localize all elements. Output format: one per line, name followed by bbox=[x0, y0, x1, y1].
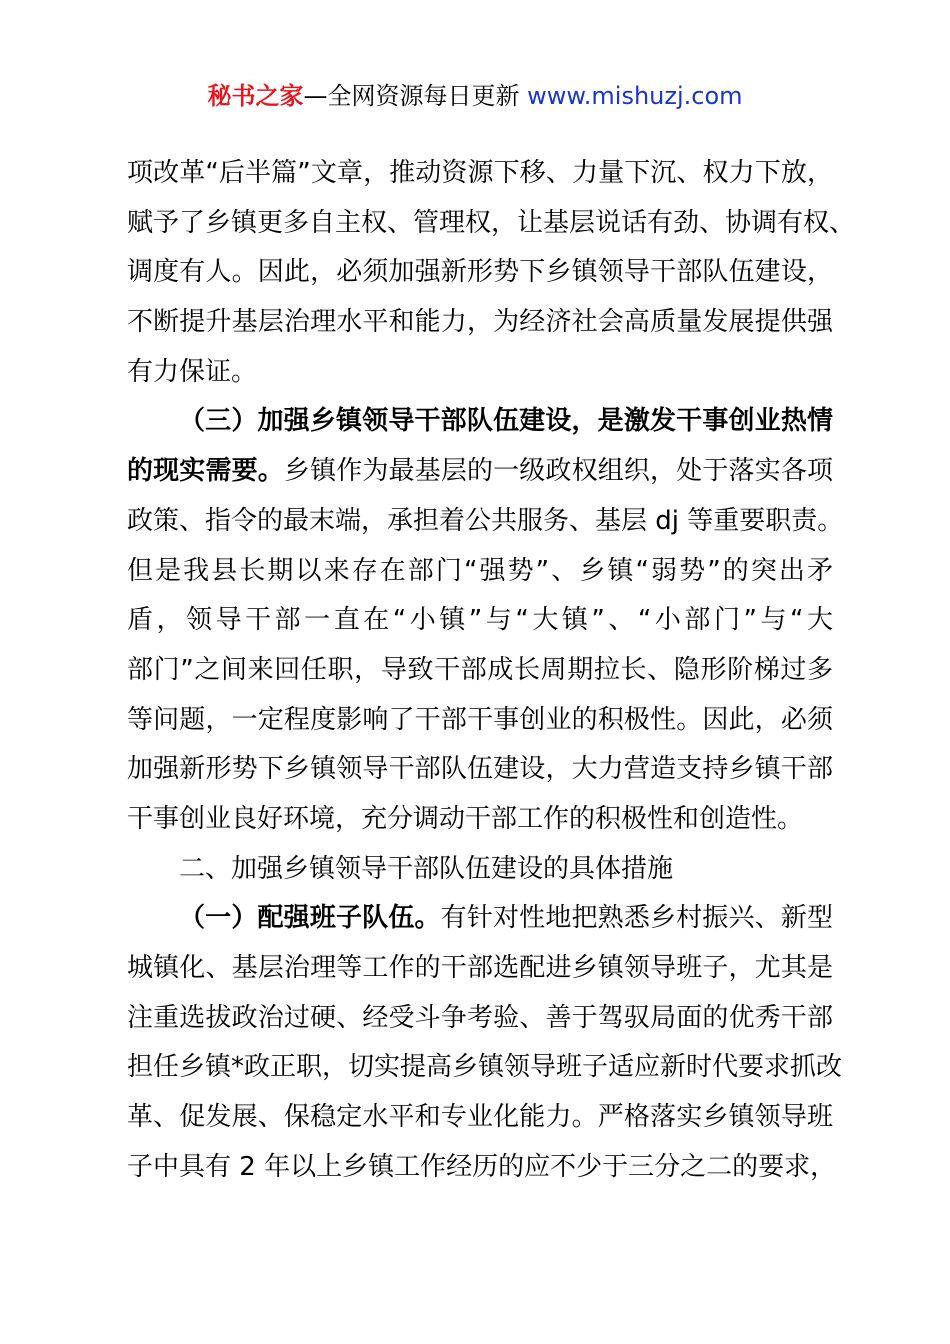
text-line: 等问题，一定程度影响了干部干事创业的积极性。因此，必须 bbox=[127, 704, 833, 735]
text-line: 加强新形势下乡镇领导干部队伍建设，大力营造支持乡镇干部 bbox=[127, 754, 833, 785]
section-title: 二、加强乡镇领导干部队伍建设的具体措施 bbox=[179, 853, 674, 884]
document-body bbox=[127, 149, 856, 1192]
text-line: 干事创业良好环境，充分调动干部工作的积极性和创造性。 bbox=[127, 803, 804, 834]
header-brand: 秘书之家 bbox=[207, 82, 304, 110]
bold-heading-text: 的现实需要。 bbox=[127, 456, 284, 487]
page-header bbox=[0, 80, 950, 112]
paragraph-text: 有针对性地把熟悉乡村振兴、新型 bbox=[440, 903, 833, 934]
text-line: 部门”之间来回任职，导致干部成长周期拉长、隐形阶梯过多 bbox=[127, 654, 833, 685]
text-line: 政策、指令的最末端，承担着公共服务、基层 dj 等重要职责。 bbox=[127, 505, 844, 536]
section-heading-3 bbox=[127, 397, 833, 447]
text-line: 子中具有 2 年以上乡镇工作经历的应不少于三分之二的要求， bbox=[127, 1151, 837, 1182]
text-line: 赋予了乡镇更多自主权、管理权，让基层说话有劲、协调有权、 bbox=[127, 207, 856, 238]
text-line: 项改革“后半篇”文章，推动资源下移、力量下沉、权力下放， bbox=[127, 158, 833, 188]
header-slogan: —全网资源每日更新 bbox=[303, 82, 520, 110]
text-line: 城镇化、基层治理等工作的干部选配进乡镇领导班子，尤其是 bbox=[127, 953, 833, 983]
text-line: 盾，领导干部一直在“小镇”与“大镇”、“小部门”与“大 bbox=[127, 605, 833, 636]
text-line: 担任乡镇*政正职，切实提高乡镇领导班子适应新时代要求抓改 bbox=[127, 1052, 843, 1083]
paragraph-text: 乡镇作为最基层的一级政权组织，处于落实各项 bbox=[283, 456, 833, 487]
text-line: 调度有人。因此，必须加强新形势下乡镇领导干部队伍建设， bbox=[127, 257, 833, 288]
text-line bbox=[127, 447, 833, 497]
text-line: 但是我县长期以来存在部门“强势”、乡镇“弱势”的突出矛 bbox=[127, 555, 833, 586]
bold-heading-text: （一）配强班子队伍。 bbox=[179, 903, 441, 934]
text-line: 革、促发展、保稳定水平和专业化能力。严格落实乡镇领导班 bbox=[127, 1102, 833, 1133]
text-line: 注重选拔政治过硬、经受斗争考验、善于驾驭局面的优秀干部 bbox=[127, 1002, 833, 1033]
text-line: 不断提升基层治理水平和能力，为经济社会高质量发展提供强 bbox=[127, 307, 833, 338]
section-heading-1 bbox=[127, 894, 833, 944]
header-website: www.mishuzj.com bbox=[527, 82, 743, 110]
bold-heading-text: （三）加强乡镇领导干部队伍建设，是激发干事创业热情 bbox=[179, 406, 833, 437]
text-line: 有力保证。 bbox=[127, 356, 258, 387]
